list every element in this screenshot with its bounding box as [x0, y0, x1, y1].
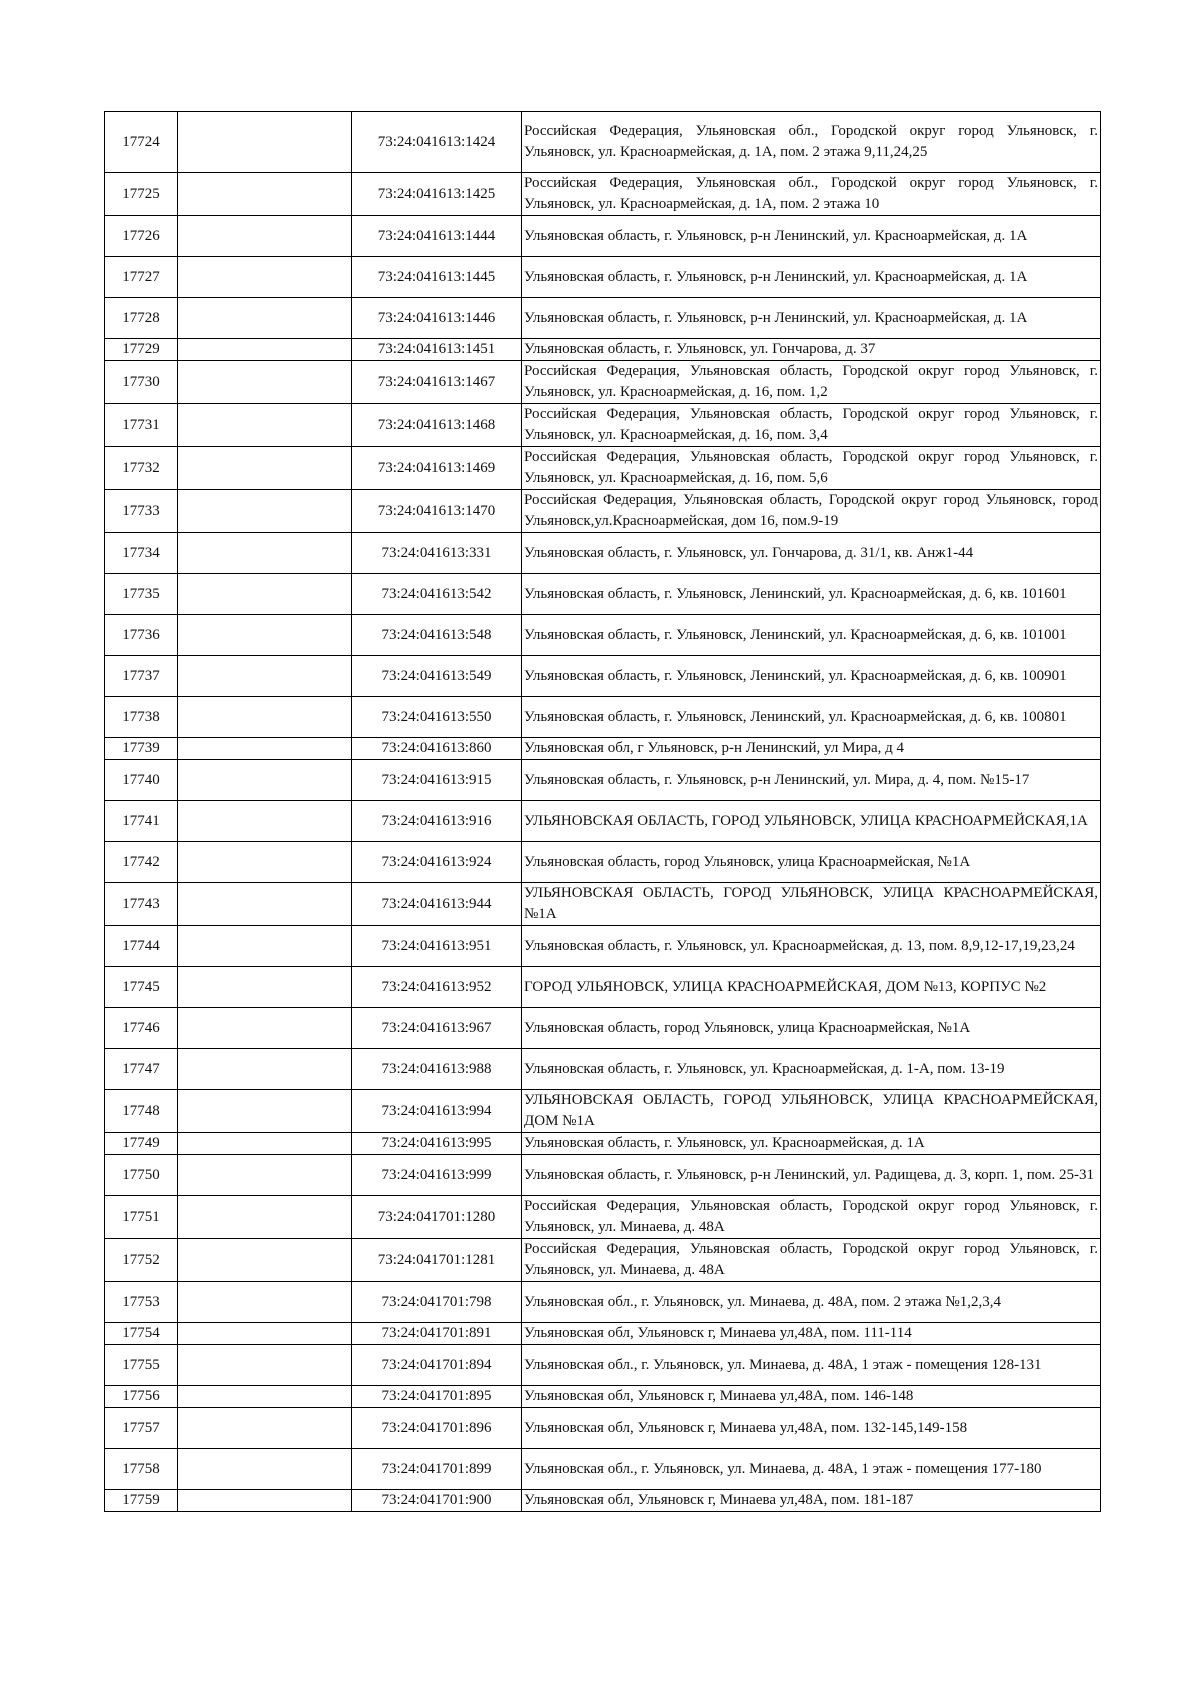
address-cell: Ульяновская обл, г Ульяновск, р-н Ленинский, ул Мира, д 4 [522, 738, 1101, 760]
table-row [105, 490, 1101, 533]
address-cell: Ульяновская область, г. Ульяновск, ул. Красноармейская, д. 13, пом. 8,9,12-17,19,23,24 [522, 926, 1101, 967]
table-row [105, 1408, 1101, 1449]
empty-cell [178, 490, 352, 533]
address-cell: Российская Федерация, Ульяновская обл., Городской округ город Ульяновск, г. Ульяновск, ул. Красноармейская, д. 1А, пом. 2 этажа 9,11,24,25 [522, 112, 1101, 173]
table-row [105, 339, 1101, 361]
address-cell: УЛЬЯНОВСКАЯ ОБЛАСТЬ, ГОРОД УЛЬЯНОВСК, УЛИЦА КРАСНОАРМЕЙСКАЯ, ДОМ №1А [522, 1090, 1101, 1133]
empty-cell [178, 738, 352, 760]
table-row [105, 361, 1101, 404]
row-number: 17741 [105, 801, 178, 842]
cadastral-number: 73:24:041701:896 [352, 1408, 522, 1449]
table-row [105, 1490, 1101, 1512]
row-number: 17727 [105, 257, 178, 298]
table-row [105, 883, 1101, 926]
address-cell: Ульяновская область, город Ульяновск, улица Красноармейская, №1А [522, 1008, 1101, 1049]
table-row [105, 1449, 1101, 1490]
cadastral-number: 73:24:041613:1451 [352, 339, 522, 361]
cadastral-number: 73:24:041613:1470 [352, 490, 522, 533]
row-number: 17757 [105, 1408, 178, 1449]
table-row [105, 1008, 1101, 1049]
table-row [105, 801, 1101, 842]
row-number: 17745 [105, 967, 178, 1008]
empty-cell [178, 257, 352, 298]
cadastral-number: 73:24:041613:916 [352, 801, 522, 842]
address-cell: Ульяновская обл., г. Ульяновск, ул. Минаева, д. 48А, 1 этаж - помещения 177-180 [522, 1449, 1101, 1490]
empty-cell [178, 1090, 352, 1133]
row-number: 17744 [105, 926, 178, 967]
empty-cell [178, 112, 352, 173]
row-number: 17756 [105, 1386, 178, 1408]
cadastral-number: 73:24:041613:1445 [352, 257, 522, 298]
address-cell: Ульяновская область, г. Ульяновск, ул. Красноармейская, д. 1А [522, 1133, 1101, 1155]
table-row [105, 926, 1101, 967]
cadastral-number: 73:24:041701:1280 [352, 1196, 522, 1239]
row-number: 17743 [105, 883, 178, 926]
address-cell: Ульяновская область, г. Ульяновск, Ленинский, ул. Красноармейская, д. 6, кв. 100801 [522, 697, 1101, 738]
table-row [105, 1323, 1101, 1345]
empty-cell [178, 1133, 352, 1155]
row-number: 17734 [105, 533, 178, 574]
address-cell: Российская Федерация, Ульяновская область, Городской округ город Ульяновск, г. Ульяновск, ул. Минаева, д. 48А [522, 1239, 1101, 1282]
row-number: 17725 [105, 173, 178, 216]
row-number: 17749 [105, 1133, 178, 1155]
table-row [105, 112, 1101, 173]
table-row [105, 257, 1101, 298]
row-number: 17738 [105, 697, 178, 738]
empty-cell [178, 697, 352, 738]
cadastral-number: 73:24:041613:967 [352, 1008, 522, 1049]
empty-cell [178, 1049, 352, 1090]
empty-cell [178, 1386, 352, 1408]
empty-cell [178, 1323, 352, 1345]
address-cell: Ульяновская область, г. Ульяновск, р-н Ленинский, ул. Мира, д. 4, пом. №15-17 [522, 760, 1101, 801]
row-number: 17737 [105, 656, 178, 697]
address-cell: Ульяновская область, г. Ульяновск, ул. Красноармейская, д. 1-А, пом. 13-19 [522, 1049, 1101, 1090]
row-number: 17747 [105, 1049, 178, 1090]
empty-cell [178, 216, 352, 257]
row-number: 17724 [105, 112, 178, 173]
empty-cell [178, 883, 352, 926]
table-row [105, 173, 1101, 216]
cadastral-number: 73:24:041613:1446 [352, 298, 522, 339]
empty-cell [178, 447, 352, 490]
table-row [105, 574, 1101, 615]
row-number: 17730 [105, 361, 178, 404]
row-number: 17732 [105, 447, 178, 490]
row-number: 17728 [105, 298, 178, 339]
row-number: 17726 [105, 216, 178, 257]
table-row [105, 1345, 1101, 1386]
row-number: 17759 [105, 1490, 178, 1512]
row-number: 17729 [105, 339, 178, 361]
row-number: 17736 [105, 615, 178, 656]
cadastral-number: 73:24:041613:1444 [352, 216, 522, 257]
empty-cell [178, 1196, 352, 1239]
empty-cell [178, 1155, 352, 1196]
empty-cell [178, 1239, 352, 1282]
address-cell: Ульяновская обл., г. Ульяновск, ул. Минаева, д. 48А, пом. 2 этажа №1,2,3,4 [522, 1282, 1101, 1323]
cadastral-number: 73:24:041701:900 [352, 1490, 522, 1512]
empty-cell [178, 842, 352, 883]
cadastral-number: 73:24:041613:860 [352, 738, 522, 760]
row-number: 17752 [105, 1239, 178, 1282]
address-cell: Ульяновская область, г. Ульяновск, Ленинский, ул. Красноармейская, д. 6, кв. 101001 [522, 615, 1101, 656]
cadastral-number: 73:24:041613:542 [352, 574, 522, 615]
empty-cell [178, 801, 352, 842]
row-number: 17731 [105, 404, 178, 447]
empty-cell [178, 1282, 352, 1323]
cadastral-number: 73:24:041613:550 [352, 697, 522, 738]
address-cell: Ульяновская обл, Ульяновск г, Минаева ул,48А, пом. 132-145,149-158 [522, 1408, 1101, 1449]
table-row [105, 1090, 1101, 1133]
row-number: 17755 [105, 1345, 178, 1386]
empty-cell [178, 298, 352, 339]
empty-cell [178, 967, 352, 1008]
registry-table [104, 111, 1101, 1512]
cadastral-number: 73:24:041613:994 [352, 1090, 522, 1133]
empty-cell [178, 926, 352, 967]
table-row [105, 216, 1101, 257]
empty-cell [178, 339, 352, 361]
address-cell: Ульяновская область, г. Ульяновск, р-н Ленинский, ул. Красноармейская, д. 1А [522, 298, 1101, 339]
cadastral-number: 73:24:041613:924 [352, 842, 522, 883]
table-row [105, 447, 1101, 490]
cadastral-number: 73:24:041701:894 [352, 1345, 522, 1386]
table-row [105, 1133, 1101, 1155]
empty-cell [178, 1345, 352, 1386]
address-cell: Российская Федерация, Ульяновская область, Городской округ город Ульяновск, город Ульяновск,ул.Красноармейская, дом 16, пом.9-19 [522, 490, 1101, 533]
table-row [105, 656, 1101, 697]
cadastral-number: 73:24:041613:1469 [352, 447, 522, 490]
cadastral-number: 73:24:041613:915 [352, 760, 522, 801]
empty-cell [178, 574, 352, 615]
empty-cell [178, 1008, 352, 1049]
row-number: 17751 [105, 1196, 178, 1239]
row-number: 17735 [105, 574, 178, 615]
cadastral-number: 73:24:041613:1425 [352, 173, 522, 216]
cadastral-number: 73:24:041613:1468 [352, 404, 522, 447]
address-cell: Российская Федерация, Ульяновская область, Городской округ город Ульяновск, г. Ульяновск, ул. Красноармейская, д. 16, пом. 3,4 [522, 404, 1101, 447]
cadastral-number: 73:24:041613:995 [352, 1133, 522, 1155]
table-row [105, 842, 1101, 883]
address-cell: Ульяновская область, г. Ульяновск, ул. Гончарова, д. 37 [522, 339, 1101, 361]
cadastral-number: 73:24:041613:944 [352, 883, 522, 926]
row-number: 17740 [105, 760, 178, 801]
address-cell: Ульяновская область, г. Ульяновск, р-н Ленинский, ул. Красноармейская, д. 1А [522, 216, 1101, 257]
address-cell: Ульяновская обл, Ульяновск г, Минаева ул,48А, пом. 111-114 [522, 1323, 1101, 1345]
cadastral-number: 73:24:041613:549 [352, 656, 522, 697]
empty-cell [178, 760, 352, 801]
table-row [105, 615, 1101, 656]
empty-cell [178, 1490, 352, 1512]
row-number: 17739 [105, 738, 178, 760]
table-row [105, 404, 1101, 447]
row-number: 17746 [105, 1008, 178, 1049]
table-row [105, 1282, 1101, 1323]
address-cell: Ульяновская область, г. Ульяновск, р-н Ленинский, ул. Радищева, д. 3, корп. 1, пом. 25-31 [522, 1155, 1101, 1196]
cadastral-number: 73:24:041613:988 [352, 1049, 522, 1090]
row-number: 17754 [105, 1323, 178, 1345]
row-number: 17733 [105, 490, 178, 533]
address-cell: ГОРОД УЛЬЯНОВСК, УЛИЦА КРАСНОАРМЕЙСКАЯ, ДОМ №13, КОРПУС №2 [522, 967, 1101, 1008]
address-cell: Ульяновская область, город Ульяновск, улица Красноармейская, №1А [522, 842, 1101, 883]
table-row [105, 1386, 1101, 1408]
table-row [105, 697, 1101, 738]
empty-cell [178, 404, 352, 447]
empty-cell [178, 615, 352, 656]
empty-cell [178, 1449, 352, 1490]
row-number: 17750 [105, 1155, 178, 1196]
table-row [105, 1155, 1101, 1196]
empty-cell [178, 656, 352, 697]
cadastral-number: 73:24:041613:952 [352, 967, 522, 1008]
row-number: 17742 [105, 842, 178, 883]
address-cell: Российская Федерация, Ульяновская область, Городской округ город Ульяновск, г. Ульяновск, ул. Красноармейская, д. 16, пом. 1,2 [522, 361, 1101, 404]
row-number: 17758 [105, 1449, 178, 1490]
cadastral-number: 73:24:041613:1424 [352, 112, 522, 173]
table-row [105, 738, 1101, 760]
row-number: 17748 [105, 1090, 178, 1133]
table-row [105, 967, 1101, 1008]
table-row [105, 1049, 1101, 1090]
cadastral-number: 73:24:041613:1467 [352, 361, 522, 404]
empty-cell [178, 533, 352, 574]
registry-table-body [105, 112, 1101, 1512]
cadastral-number: 73:24:041613:999 [352, 1155, 522, 1196]
address-cell: Российская Федерация, Ульяновская обл., Городской округ город Ульяновск, г. Ульяновск, ул. Красноармейская, д. 1А, пом. 2 этажа 10 [522, 173, 1101, 216]
empty-cell [178, 361, 352, 404]
address-cell: Ульяновская область, г. Ульяновск, ул. Гончарова, д. 31/1, кв. Анж1-44 [522, 533, 1101, 574]
cadastral-number: 73:24:041701:891 [352, 1323, 522, 1345]
cadastral-number: 73:24:041701:899 [352, 1449, 522, 1490]
address-cell: Ульяновская обл, Ульяновск г, Минаева ул,48А, пом. 181-187 [522, 1490, 1101, 1512]
empty-cell [178, 1408, 352, 1449]
address-cell: Российская Федерация, Ульяновская область, Городской округ город Ульяновск, г. Ульяновск, ул. Минаева, д. 48А [522, 1196, 1101, 1239]
table-row [105, 1239, 1101, 1282]
address-cell: УЛЬЯНОВСКАЯ ОБЛАСТЬ, ГОРОД УЛЬЯНОВСК, УЛИЦА КРАСНОАРМЕЙСКАЯ, №1А [522, 883, 1101, 926]
cadastral-number: 73:24:041701:798 [352, 1282, 522, 1323]
table-row [105, 760, 1101, 801]
address-cell: УЛЬЯНОВСКАЯ ОБЛАСТЬ, ГОРОД УЛЬЯНОВСК, УЛИЦА КРАСНОАРМЕЙСКАЯ,1А [522, 801, 1101, 842]
empty-cell [178, 173, 352, 216]
cadastral-number: 73:24:041701:895 [352, 1386, 522, 1408]
cadastral-number: 73:24:041613:951 [352, 926, 522, 967]
address-cell: Ульяновская обл, Ульяновск г, Минаева ул,48А, пом. 146-148 [522, 1386, 1101, 1408]
address-cell: Ульяновская обл., г. Ульяновск, ул. Минаева, д. 48А, 1 этаж - помещения 128-131 [522, 1345, 1101, 1386]
cadastral-number: 73:24:041613:331 [352, 533, 522, 574]
address-cell: Ульяновская область, г. Ульяновск, Ленинский, ул. Красноармейская, д. 6, кв. 101601 [522, 574, 1101, 615]
row-number: 17753 [105, 1282, 178, 1323]
cadastral-number: 73:24:041613:548 [352, 615, 522, 656]
address-cell: Российская Федерация, Ульяновская область, Городской округ город Ульяновск, г. Ульяновск, ул. Красноармейская, д. 16, пом. 5,6 [522, 447, 1101, 490]
table-row [105, 533, 1101, 574]
table-row [105, 298, 1101, 339]
cadastral-number: 73:24:041701:1281 [352, 1239, 522, 1282]
address-cell: Ульяновская область, г. Ульяновск, р-н Ленинский, ул. Красноармейская, д. 1А [522, 257, 1101, 298]
address-cell: Ульяновская область, г. Ульяновск, Ленинский, ул. Красноармейская, д. 6, кв. 100901 [522, 656, 1101, 697]
table-row [105, 1196, 1101, 1239]
